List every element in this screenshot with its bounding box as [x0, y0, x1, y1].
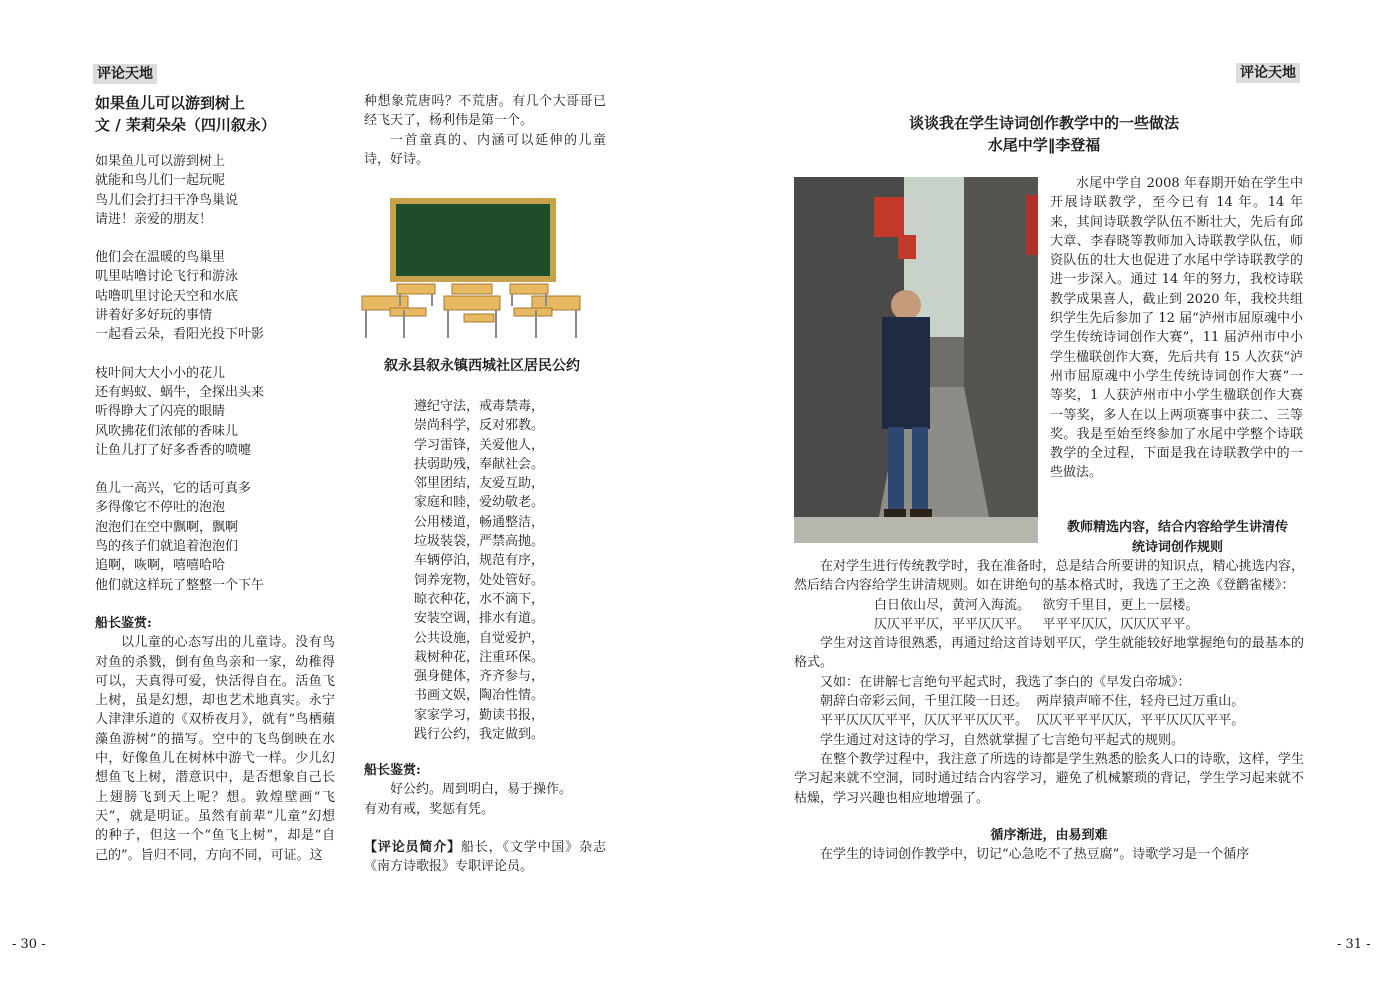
pact-body — [414, 397, 614, 744]
heading-1-line1: 教师精选内容，结合内容给学生讲清传 — [1066, 520, 1288, 535]
poem-stanza — [95, 479, 345, 595]
poem-line: 咕噜叽里讨论天空和水底 — [95, 288, 239, 304]
desks — [362, 284, 580, 322]
pact-title: 叙永县叙永镇西城社区居民公约 — [384, 358, 580, 374]
bio-text: 船长，《文学中国》杂志《南方诗歌报》专职评论员。 — [364, 839, 606, 875]
poem-line: 一起看云朵，看阳光投下叶影 — [95, 327, 265, 343]
pact-line: 栽树种花，注重环保。 — [414, 649, 545, 665]
poem-line: 他们就这样玩了整整一个下午 — [95, 577, 265, 593]
pact-line: 晾衣种花，水不滴下， — [414, 591, 545, 607]
poem-line: 枝叶间大大小小的花儿 — [95, 365, 226, 381]
blackboard — [396, 204, 550, 276]
section-tag-right: 评论天地 — [1236, 63, 1300, 83]
pact-line: 书画文娱，陶冶性情。 — [414, 688, 545, 704]
classroom-illustration — [352, 196, 602, 342]
para-3: 又如：在讲解七言绝句平起式时，我选了李白的《早发白帝城》： — [820, 674, 1191, 690]
poem-2-line2: 平平仄仄仄平平，仄仄平平仄仄平。 仄仄平平平仄仄，平平仄仄仄平平。 — [820, 713, 1245, 729]
section-tag-left: 评论天地 — [93, 64, 157, 84]
para-1: 在对学生进行传统教学时，我在准备时，总是结合所要讲的知识点，精心挑选内容，然后结合内容给学生讲清规则。如在讲绝句的基本格式时，我选了王之涣《登鹳雀楼》： — [794, 559, 1304, 594]
bio-label: 【评论员简介】 — [364, 839, 461, 855]
pact-line: 家庭和睦，爱幼敬老。 — [414, 495, 545, 511]
pact-line: 邻里团结，友爱互助， — [414, 476, 545, 492]
poem-line: 如果鱼儿可以游到树上 — [95, 154, 226, 169]
pact-line: 车辆停泊，规范有序， — [414, 553, 545, 569]
poem-author: 文 / 茉莉朵朵（四川叙永） — [95, 116, 276, 134]
poem-line: 听得睁大了闪亮的眼睛 — [95, 404, 226, 420]
second-column — [364, 92, 606, 169]
pact-line: 家家学习，勤读书报， — [414, 707, 545, 723]
pact-line: 安装空调，排水有道。 — [414, 611, 545, 627]
para-5: 在整个教学过程中，我注意了所选的诗都是学生熟悉的脍炙人口的诗歌，这样，学生学习起来就不空洞，同时通过结合内容学习，避免了机械繁琐的背记，学生学习起来就不枯燥，学习兴趣也相应地增强了。 — [794, 751, 1304, 806]
pact-line: 学习雷锋，关爱他人， — [414, 437, 545, 453]
poem-line: 让鱼儿打了好多香香的喷嚏 — [95, 442, 252, 458]
reviewer-bio — [364, 838, 606, 877]
poem-stanza — [95, 248, 345, 344]
article-byline: 水尾中学‖李登福 — [987, 136, 1101, 154]
poem-line: 鸟儿们会打扫干净鸟巢说 — [95, 192, 239, 208]
pact-line: 扶弱助残，奉献社会。 — [414, 456, 545, 472]
poem-review-conclusion: 一首童真的、内涵可以延伸的儿童诗，好诗。 — [364, 132, 606, 167]
poem-title: 如果鱼儿可以游到树上 — [95, 94, 246, 112]
poem-line: 叽里咕噜讨论飞行和游泳 — [95, 269, 239, 285]
poem-stanza — [95, 364, 345, 460]
poem-line: 就能和鸟儿们一起玩呢 — [95, 173, 226, 189]
poem-line: 追啊，咴啊，嘻嘻哈哈 — [95, 558, 226, 574]
article-intro: 水尾中学自 2008 年春期开始在学生中开展诗联教学，至今已有 14 年。14 年来，其间诗联教学队伍不断壮大，先后有邱大章、李春晓等教师加入诗联教学队伍，师资队伍的壮大也促进了水尾中学诗联教学的进一步深入。通过 14 年的努力，我校诗联教学成果喜人，截止到 2020 年，我校共组织学生先后参加了 12 届“泸州市屈原魂中小学生传统诗词创作大赛”，11 届泸州市中小学生楹联创作大赛，先后共有 15 人次获“泸州市屈原魂中小学生传统诗词创作大赛”一等奖，1 人获泸州市中小学生楹联创作大赛一等奖，多人在以上两项赛事中获二、三等奖。我是至始至终参加了水尾中学整个诗联教学的全过程，下面是我在诗联教学中的一些做法。 — [1050, 176, 1303, 481]
pact-review-heading: 船长鉴赏: — [364, 763, 421, 778]
heading-1-line2: 统诗词创作规则 — [1131, 540, 1223, 555]
pact-line: 饲养宠物，处处管好。 — [414, 572, 545, 588]
poem-review-continued: 种想象荒唐吗？不荒唐。有几个大哥哥已经飞天了，杨利伟是第一个。 — [364, 94, 606, 129]
author-photo — [794, 177, 1038, 543]
pact-line: 垃圾装袋，严禁高抛。 — [414, 534, 545, 550]
pact-review-text1: 好公约。周到明白，易于操作。 — [390, 782, 573, 798]
review-heading: 船长鉴赏: — [95, 615, 152, 631]
poem-line: 鸟的孩子们就追着泡泡们 — [95, 539, 239, 555]
poem-column — [95, 92, 345, 865]
para-4: 学生通过对这诗的学习，自然就掌握了七言绝句平起式的规则。 — [820, 732, 1185, 748]
pact-review-text2: 有劝有戒，奖惩有凭。 — [364, 801, 495, 817]
pact-line: 崇尚科学，反对邪教。 — [414, 418, 545, 434]
poem-line: 请进！亲爱的朋友！ — [95, 211, 213, 227]
pact-line: 公用楼道，畅通整洁， — [414, 514, 545, 530]
review-text: 以儿童的心态写出的儿童诗。没有鸟对鱼的杀戮，倒有鱼鸟亲和一家，幼稚得可以，天真得可爱，快活得自在。活鱼飞上树，虽是幻想，却也艺术地真实。永宁人津津乐道的《双桥夜月》，就有“鸟栖蘋藻鱼游树”的描写。空中的飞鸟倒映在水中，好像鱼儿在树林中游弋一样。少儿幻想鱼飞上树，潜意识中，是否想象自己长上翅膀飞到天上呢？想。敦煌壁画“飞天”，就是明证。虽然有前辈“儿童”幻想的种子，但这一个“鱼飞上树”，却是“自己的”。旨归不同，方向不同，可证。这 — [95, 635, 335, 863]
poem-line: 还有蚂蚁、蜗牛，全探出头来 — [95, 384, 265, 400]
pact-review — [364, 761, 606, 876]
article-title: 谈谈我在学生诗词创作教学中的一些做法 — [908, 114, 1179, 132]
article-body — [794, 557, 1304, 864]
page-number-right: - 31 - — [1337, 937, 1371, 952]
pact-line: 强身健体，齐齐参与， — [414, 669, 545, 685]
poem-line: 泡泡们在空中飘啊，飘啊 — [95, 519, 239, 535]
poem-line: 多得像它不停吐的泡泡 — [95, 500, 226, 516]
poem-2-line1: 朝辞白帝彩云间，千里江陵一日还。 两岸猿声啼不住，轻舟已过万重山。 — [820, 694, 1245, 710]
para-2: 学生对这首诗很熟悉，再通过给这首诗划平仄，学生就能较好地掌握绝句的最基本的格式。 — [794, 636, 1304, 671]
poem-line: 他们会在温暖的鸟巢里 — [95, 250, 226, 266]
pact-line: 践行公约，我定做到。 — [414, 727, 545, 743]
page-number-left: - 30 - — [12, 937, 46, 952]
poem-line: 风吹拂花们浓郁的香味儿 — [95, 423, 239, 439]
pact-line: 遵纪守法，戒毒禁毒， — [414, 399, 545, 414]
poem-line: 鱼儿一高兴，它的话可真多 — [95, 481, 252, 497]
poem-stanza — [95, 152, 345, 229]
poem-1-line1: 白日依山尽，黄河入海流。 欲穷千里目，更上一层楼。 — [874, 597, 1199, 613]
poem-1-line2: 仄仄平平仄，平平仄仄平。 平平平仄仄，仄仄仄平平。 — [874, 616, 1199, 632]
poem-line: 讲着好多好玩的事情 — [95, 308, 213, 324]
poem-body — [95, 152, 345, 595]
para-6: 在学生的诗词创作教学中，切记“心急吃不了热豆腐”。诗歌学习是一个循序 — [820, 847, 1250, 863]
pact-line: 公共设施，自觉爱护， — [414, 630, 545, 646]
heading-2: 循序渐进，由易到难 — [990, 827, 1108, 843]
